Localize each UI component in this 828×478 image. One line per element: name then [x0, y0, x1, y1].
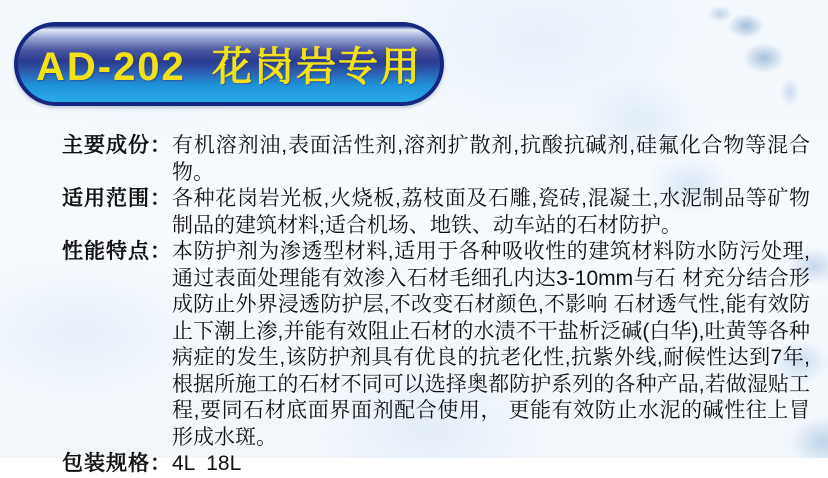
packaging-spec-label: 包装规格：: [62, 452, 172, 475]
section-packaging-spec: [62, 451, 810, 478]
product-title-banner: [14, 22, 444, 106]
section-main-ingredients: [62, 133, 810, 186]
application-scope-label: 适用范围：: [62, 187, 172, 210]
performance-features-label: 性能特点：: [62, 240, 172, 263]
application-scope-text: 各种花岗岩光板,火烧板,荔枝面及石雕,瓷砖,混凝土,水泥制品等矿物制品的建筑材料;适合机场、地铁、动车站的石材防护。: [172, 187, 810, 237]
spec-sections: [62, 133, 810, 478]
section-performance-features: [62, 239, 810, 451]
main-ingredients-label: 主要成份：: [62, 134, 172, 157]
section-application-scope: [62, 186, 810, 239]
product-title: AD-202 花岗岩专用: [35, 44, 423, 89]
main-ingredients-text: 有机溶剂油,表面活性剂,溶剂扩散剂,抗酸抗碱剂,硅氟化合物等混合物。: [172, 134, 810, 184]
performance-features-text: 本防护剂为渗透型材料,适用于各种吸收性的建筑材料防水防污处理,通过表面处理能有效渗入石材毛细孔内达3-10mm与石 材充分结合形成防止外界浸透防护层,不改变石材颜色,不影响 石材透气性,能有效防止下潮上渗,并能有效阻止石材的水渍不干盐析泛碱(白华),吐黄等各种病症的发生,该防护剂具有优良的抗老化性,抗紫外线,耐候性达到7年,根据所施工的石材不同可以选择奥都防护系列的各种产品,若做湿贴工程,要同石材底面界面剂配合使用， 更能有效防止水泥的碱性往上冒形成水斑。: [172, 240, 810, 449]
packaging-spec-text: 4L 18L: [172, 452, 242, 475]
